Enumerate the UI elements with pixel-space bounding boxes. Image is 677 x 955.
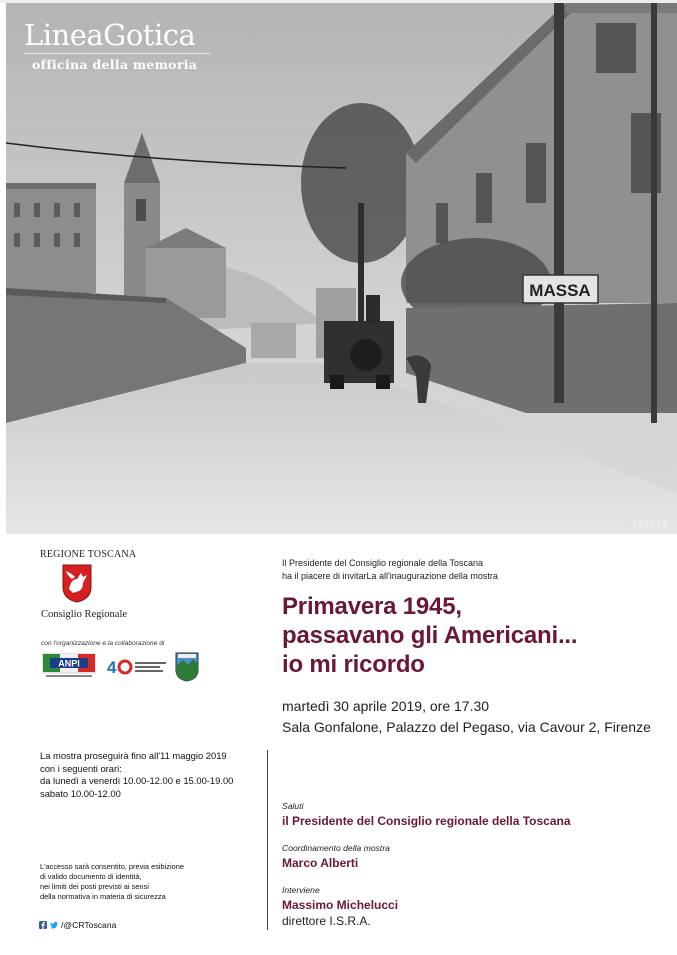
invitation-intro bbox=[282, 557, 498, 582]
event-details bbox=[282, 696, 651, 738]
hours-line: da lunedì a venerdì 10.00-12.00 e 15.00-19.00 bbox=[40, 775, 234, 787]
hours-line: La mostra proseguirà fino all'11 maggio 2019 bbox=[40, 750, 227, 761]
council-name: Consiglio Regionale bbox=[41, 609, 128, 620]
svg-text:ANPI: ANPI bbox=[58, 658, 80, 669]
historical-photo bbox=[6, 3, 677, 534]
title-line-2: passavano gli Americani... bbox=[282, 622, 578, 649]
street-scene-image bbox=[6, 3, 677, 534]
social-handle[interactable]: /@CRToscana bbox=[61, 920, 117, 930]
svg-text:4: 4 bbox=[107, 658, 117, 677]
hours-line: sabato 10.00-12.00 bbox=[40, 787, 121, 799]
social-links bbox=[39, 920, 116, 930]
massa-sign: MASSA bbox=[529, 281, 591, 300]
coordination-label: Coordinamento della mostra bbox=[282, 843, 390, 853]
event-date: martedì 30 aprile 2019, ore 17.30 bbox=[282, 698, 490, 714]
speaker-name: Massimo Michelucci bbox=[282, 898, 399, 912]
title-line-3: io mi ricordo bbox=[282, 651, 425, 678]
brand-subtitle: officina della memoria bbox=[32, 57, 198, 72]
greetings-value: il Presidente del Consiglio regionale della Toscana bbox=[282, 814, 571, 828]
brand-logo bbox=[24, 19, 210, 72]
anniversary-logo-icon bbox=[106, 655, 168, 679]
speaker-section bbox=[282, 885, 398, 928]
hours-line: con i seguenti orari: bbox=[40, 762, 122, 774]
access-line: nei limiti dei posti previsti ai sensi bbox=[40, 882, 149, 891]
brand-divider bbox=[24, 53, 210, 54]
event-venue: Sala Gonfalone, Palazzo del Pegaso, via Cavour 2, Firenze bbox=[282, 719, 651, 735]
column-divider bbox=[267, 750, 268, 930]
access-line: L'accesso sarà consentito, previa esibizione bbox=[40, 862, 184, 871]
intro-line-1: Il Presidente del Consiglio regionale della Toscana bbox=[282, 558, 483, 568]
exhibition-title bbox=[282, 592, 577, 679]
access-line: della normativa in materia di sicurezza bbox=[40, 892, 166, 901]
greetings-section bbox=[282, 801, 571, 828]
title-line-1: Primavera 1945, bbox=[282, 593, 462, 620]
pegasus-crest-icon bbox=[61, 563, 93, 603]
anpi-logo-icon bbox=[42, 653, 96, 679]
speaker-label: Interviene bbox=[282, 885, 320, 895]
opening-hours bbox=[40, 750, 233, 800]
coordination-section bbox=[282, 843, 390, 870]
twitter-icon[interactable] bbox=[50, 921, 58, 929]
intro-line-2: ha il piacere di invitarLa all'inaugurazione della mostra bbox=[282, 570, 498, 581]
coordination-value: Marco Alberti bbox=[282, 856, 359, 870]
brand-name: LineaGotica bbox=[24, 18, 196, 52]
facebook-icon[interactable] bbox=[39, 921, 47, 929]
municipality-shield-icon bbox=[175, 652, 199, 682]
collaboration-label: con l'organizzazione e la collaborazione di bbox=[41, 640, 165, 647]
speaker-role: direttore I.S.R.A. bbox=[282, 914, 371, 928]
access-notice bbox=[40, 862, 184, 902]
photo-code: 332/33 bbox=[630, 519, 667, 530]
greetings-label: Saluti bbox=[282, 801, 304, 811]
organization-name: REGIONE TOSCANA bbox=[40, 549, 137, 560]
access-line: di valido documento di identità, bbox=[40, 872, 142, 881]
